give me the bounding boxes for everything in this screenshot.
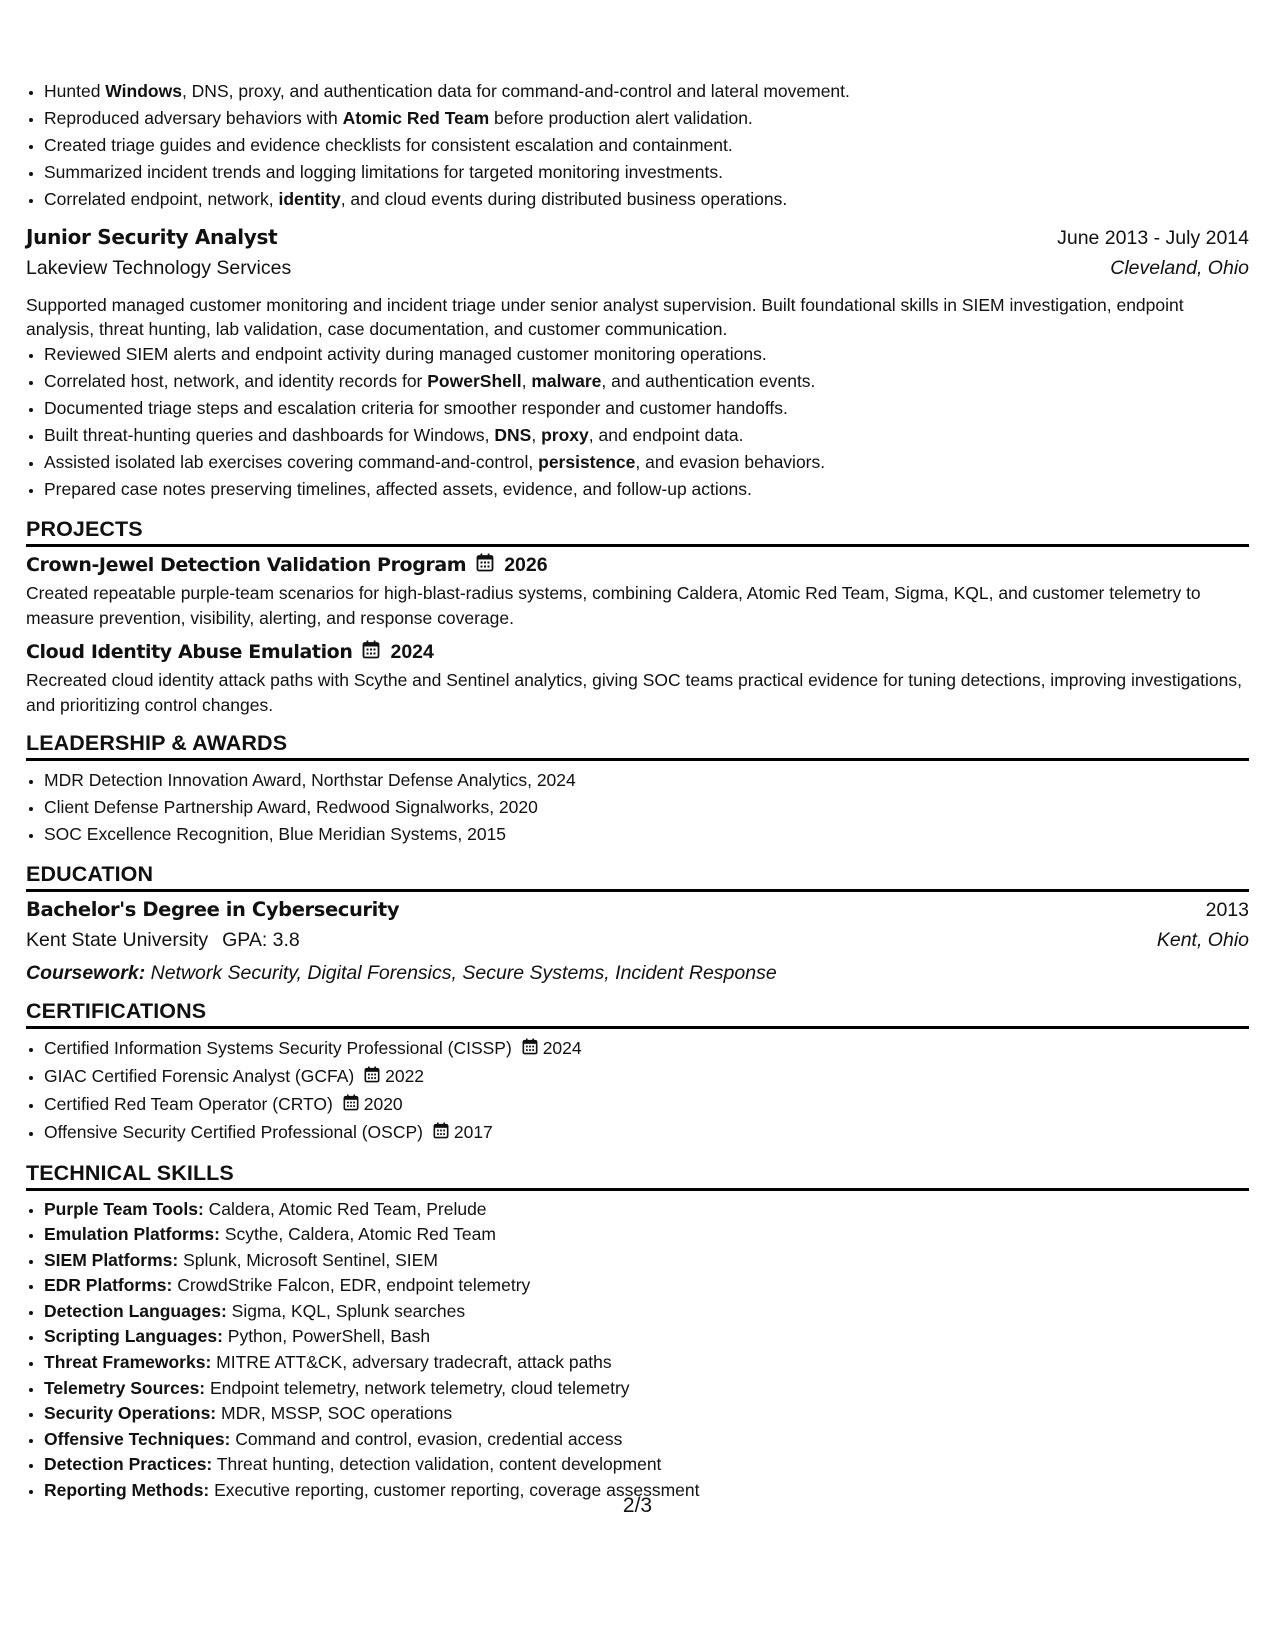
list-item: • SOC Excellence Recognition, Blue Meridian Systems, 2015 [44, 821, 1249, 848]
school-name: Kent State University [26, 929, 209, 951]
section-heading-education: EDUCATION [26, 862, 1249, 892]
job-summary: Supported managed customer monitoring and incident triage under senior analyst supervision. Built foundational skills in SIEM investigation, endpoint analysis, threat hunting, lab validation, case documentation, and customer communication. [26, 295, 1184, 339]
skill-item: • SIEM Platforms: Splunk, Microsoft Sentinel, SIEM [44, 1248, 1249, 1274]
project-title: Cloud Identity Abuse Emulation [26, 641, 353, 663]
project-entry [26, 640, 1249, 717]
page-number: 2/3 [622, 1494, 653, 1517]
skill-item: • Detection Languages: Sigma, KQL, Splunk searches [44, 1299, 1249, 1325]
coursework: Coursework: Network Security, Digital Forensics, Secure Systems, Incident Response [26, 962, 777, 984]
list-item: • MDR Detection Innovation Award, Northstar Defense Analytics, 2024 [44, 767, 1249, 794]
calendar-icon [476, 553, 494, 577]
certification-item: • Certified Red Team Operator (CRTO) 2020 [44, 1091, 1249, 1119]
skill-item: • Scripting Languages: Python, PowerShell, Bash [44, 1324, 1249, 1350]
project-description: Recreated cloud identity attack paths with Scythe and Sentinel analytics, giving SOC teams practical evidence for tuning detections, improving investigations, and prioritizing control changes. [26, 670, 1242, 715]
calendar-icon [433, 1120, 449, 1147]
list-item: • Summarized incident trends and logging limitations for targeted monitoring investments. [44, 159, 1249, 186]
certification-item: • Certified Information Systems Security Professional (CISSP) 2024 [44, 1035, 1249, 1063]
project-year: 2024 [390, 640, 434, 663]
job-entry [26, 225, 1249, 503]
school-location: Kent, Ohio [1156, 929, 1249, 951]
certification-item: • GIAC Certified Forensic Analyst (GCFA) 2022 [44, 1063, 1249, 1091]
section-heading-certifications: CERTIFICATIONS [26, 999, 1249, 1029]
resume-page [26, 78, 1249, 1504]
skill-item: • Telemetry Sources: Endpoint telemetry, network telemetry, cloud telemetry [44, 1376, 1249, 1402]
list-item: • Assisted isolated lab exercises covering command-and-control, persistence, and evasion behaviors. [44, 449, 1249, 476]
graduation-year: 2013 [1205, 899, 1249, 921]
job-dates: June 2013 - July 2014 [1057, 227, 1249, 249]
list-item: • Created triage guides and evidence checklists for consistent escalation and containment. [44, 132, 1249, 159]
calendar-icon [522, 1036, 538, 1063]
section-heading-projects: PROJECTS [26, 517, 1249, 547]
list-item: • Correlated endpoint, network, identity, and cloud events during distributed business operations. [44, 186, 1249, 213]
calendar-icon [364, 1064, 380, 1091]
job-bullets [26, 341, 1249, 503]
section-heading-leadership: LEADERSHIP & AWARDS [26, 731, 1249, 761]
project-description: Created repeatable purple-team scenarios for high-blast-radius systems, combining Caldera, Atomic Red Team, Sigma, KQL, and customer telemetry to measure prevention, visibility, alerting, and response coverage. [26, 583, 1201, 628]
skills-list [26, 1197, 1249, 1504]
skill-item: • Threat Frameworks: MITRE ATT&CK, adversary tradecraft, attack paths [44, 1350, 1249, 1376]
calendar-icon [343, 1092, 359, 1119]
list-item: • Client Defense Partnership Award, Redwood Signalworks, 2020 [44, 794, 1249, 821]
list-item: • Built threat-hunting queries and dashboards for Windows, DNS, proxy, and endpoint data. [44, 422, 1249, 449]
education-entry [26, 898, 1249, 985]
skill-item: • Reporting Methods: Executive reporting, customer reporting, coverage assessment [44, 1478, 1249, 1504]
skill-item: • Security Operations: MDR, MSSP, SOC operations [44, 1401, 1249, 1427]
list-item: • Documented triage steps and escalation criteria for smoother responder and customer handoffs. [44, 395, 1249, 422]
skill-item: • Purple Team Tools: Caldera, Atomic Red Team, Prelude [44, 1197, 1249, 1223]
job-organization: Lakeview Technology Services [26, 257, 292, 279]
list-item: • Prepared case notes preserving timelines, affected assets, evidence, and follow-up actions. [44, 476, 1249, 503]
skill-item: • Offensive Techniques: Command and control, evasion, credential access [44, 1427, 1249, 1453]
list-item: • Hunted Windows, DNS, proxy, and authentication data for command-and-control and lateral movement. [44, 78, 1249, 105]
job-title: Junior Security Analyst [26, 225, 278, 249]
certification-item: • Offensive Security Certified Professional (OSCP) 2017 [44, 1119, 1249, 1147]
previous-job-bullets [26, 78, 1249, 213]
list-item: • Correlated host, network, and identity records for PowerShell, malware, and authentication events. [44, 368, 1249, 395]
list-item: • Reproduced adversary behaviors with Atomic Red Team before production alert validation. [44, 105, 1249, 132]
list-item: • Reviewed SIEM alerts and endpoint activity during managed customer monitoring operations. [44, 341, 1249, 368]
degree: Bachelor's Degree in Cybersecurity [26, 898, 400, 921]
skill-item: • EDR Platforms: CrowdStrike Falcon, EDR, endpoint telemetry [44, 1273, 1249, 1299]
project-year: 2026 [504, 553, 548, 576]
certifications-list [26, 1035, 1249, 1147]
section-heading-skills: TECHNICAL SKILLS [26, 1161, 1249, 1191]
awards-list [26, 767, 1249, 848]
skill-item: • Emulation Platforms: Scythe, Caldera, Atomic Red Team [44, 1222, 1249, 1248]
gpa: GPA: 3.8 [222, 929, 300, 951]
skill-item: • Detection Practices: Threat hunting, detection validation, content development [44, 1452, 1249, 1478]
calendar-icon [362, 640, 380, 664]
job-location: Cleveland, Ohio [1110, 257, 1249, 279]
project-title: Crown-Jewel Detection Validation Program [26, 554, 467, 576]
project-entry [26, 553, 1249, 630]
